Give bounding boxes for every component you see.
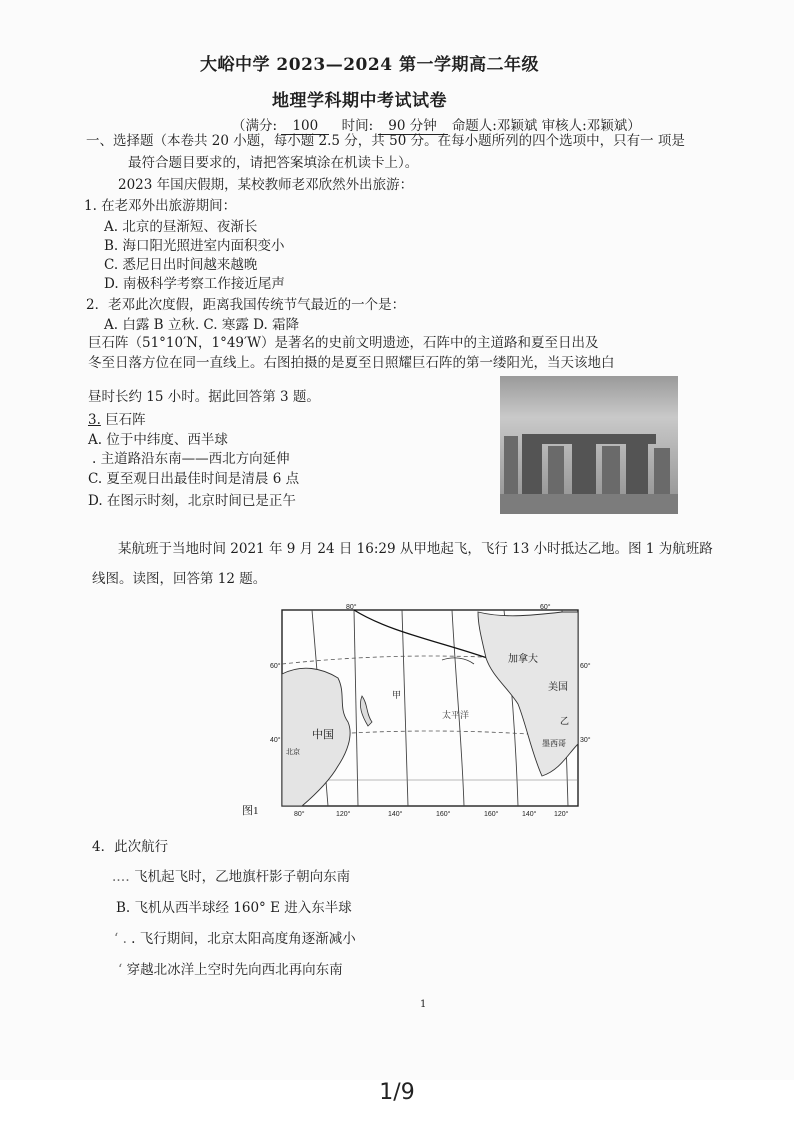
figure-caption: 图1 (242, 805, 259, 817)
school-title: 大峪中学 2023—2024 第一学期高二年级 (200, 55, 539, 75)
map-label-jia: 甲 (392, 690, 402, 700)
lat-label-60-right: 60° (580, 663, 591, 670)
section-heading-line1: 一、选择题（本卷共 20 小题，每小题 2.5 分，共 50 分。在每小题所列的四个选项中，只有一 项是 (86, 133, 685, 149)
option-d-text: 穿越北冰洋上空时先向西北再向东南 (126, 962, 343, 978)
section-heading-line2: 最符合题目要求的，请把答案填涂在机读卡上）。 (128, 155, 419, 171)
question-1-stem: 1. 在老邓外出旅游期间： (84, 198, 237, 214)
question-2-stem: 2．老邓此次度假，距离我国传统节气最近的一个是： (86, 297, 406, 313)
lat-label-40-left: 40° (270, 737, 281, 744)
exam-title: 地理学科期中考试试卷 (272, 91, 447, 111)
option-c-text: . 飞行期间，北京太阳高度角逐渐减小 (131, 931, 356, 947)
question-3-option-d: D. 在图示时刻，北京时间已是正午 (88, 493, 296, 509)
top-label-60: 60° (540, 604, 551, 611)
map-label-pacific: 太平洋 (442, 710, 470, 720)
question-4-option-b: B. 飞机从西半球经 160° E 进入东半球 (116, 900, 352, 916)
map-graphic (242, 604, 592, 826)
bottom-label-3: 140° (388, 811, 403, 818)
meta-score-label: （满分: (232, 118, 278, 134)
question-4-option-d (118, 961, 343, 979)
meta-time-label: 时间: (341, 118, 374, 134)
option-a-text: 飞机起飞时，乙地旗杆影子朝向东南 (134, 869, 351, 885)
question-4-option-a (112, 868, 350, 886)
stonehenge-photo (500, 376, 678, 514)
passage-4-line1: 某航班于当地时间 2021 年 9 月 24 日 16:29 从甲地起飞，飞行 13 小时抵达乙地。图 1 为航班路 (118, 541, 713, 557)
bottom-label-7: 120° (554, 811, 569, 818)
map-label-usa: 美国 (548, 682, 568, 693)
passage-3-line3: 昼时长约 15 小时。据此回答第 3 题。 (88, 389, 320, 405)
passage-3-line2: 冬至日落方位在同一直线上。右图拍摄的是夏至日照耀巨石阵的第一缕阳光，当天该地白 (88, 355, 615, 371)
option-d-mark: ‘ (118, 962, 123, 978)
lat-label-60-left: 60° (270, 663, 281, 670)
page-number: 1 (420, 999, 427, 1010)
passage-4-line2: 线图。读图，回答第 12 题。 (92, 571, 267, 587)
question-1-option-d: D. 南极科学考察工作接近尾声 (104, 276, 285, 292)
lat-label-30-right: 30° (580, 737, 591, 744)
question-1-option-c: C. 悉尼日出时间越来越晚 (104, 257, 258, 273)
bottom-label-5: 160° (484, 811, 499, 818)
bottom-label-6: 140° (522, 811, 537, 818)
map-label-beijing: 北京 (286, 749, 300, 756)
question-4-option-c (114, 930, 356, 948)
question-3-option-b: . 主道路沿东南——西北方向延伸 (92, 451, 290, 467)
map-label-canada: 加拿大 (508, 654, 538, 665)
question-3-text: 巨石阵 (105, 412, 146, 428)
question-3-option-a: A. 位于中纬度、西半球 (88, 432, 228, 448)
duration-value: 90 分钟 (378, 119, 448, 135)
question-3-number: 3. (88, 412, 101, 428)
option-a-mark: .… (112, 869, 130, 885)
flight-route-map (242, 604, 592, 826)
question-1-option-a: A. 北京的昼渐短、夜渐长 (104, 219, 258, 235)
bottom-label-4: 160° (436, 811, 451, 818)
pager-indicator: 1/9 (379, 1080, 415, 1105)
meta-authors: 命题人:邓颖斌 审核人:邓颖斌） (451, 118, 641, 134)
bottom-label-2: 120° (336, 811, 351, 818)
map-label-yi: 乙 (560, 716, 570, 726)
question-3-stem (88, 411, 146, 429)
passage-3-line1: 巨石阵（51°10′N，1°49′W）是著名的史前文明遗迹，石阵中的主道路和夏至日出及 (88, 335, 599, 351)
top-label-80: 80° (346, 604, 357, 611)
option-c-mark: ‘ . (114, 931, 127, 947)
score-value: 100 (281, 119, 329, 135)
question-2-options: A. 白露 B 立秋. C. 寒露 D. 霜降 (104, 317, 300, 333)
bottom-label-1: 80° (294, 811, 305, 818)
question-4-stem: 4．此次航行 (92, 839, 169, 855)
map-label-china: 中国 (312, 729, 334, 741)
question-1-option-b: B. 海口阳光照进室内面积变小 (104, 238, 285, 254)
map-label-mexico: 墨西哥 (542, 739, 566, 748)
travel-intro: 2023 年国庆假期，某校教师老邓欣然外出旅游： (118, 177, 414, 193)
question-3-option-c: C. 夏至观日出最佳时间是清晨 6 点 (88, 471, 300, 487)
